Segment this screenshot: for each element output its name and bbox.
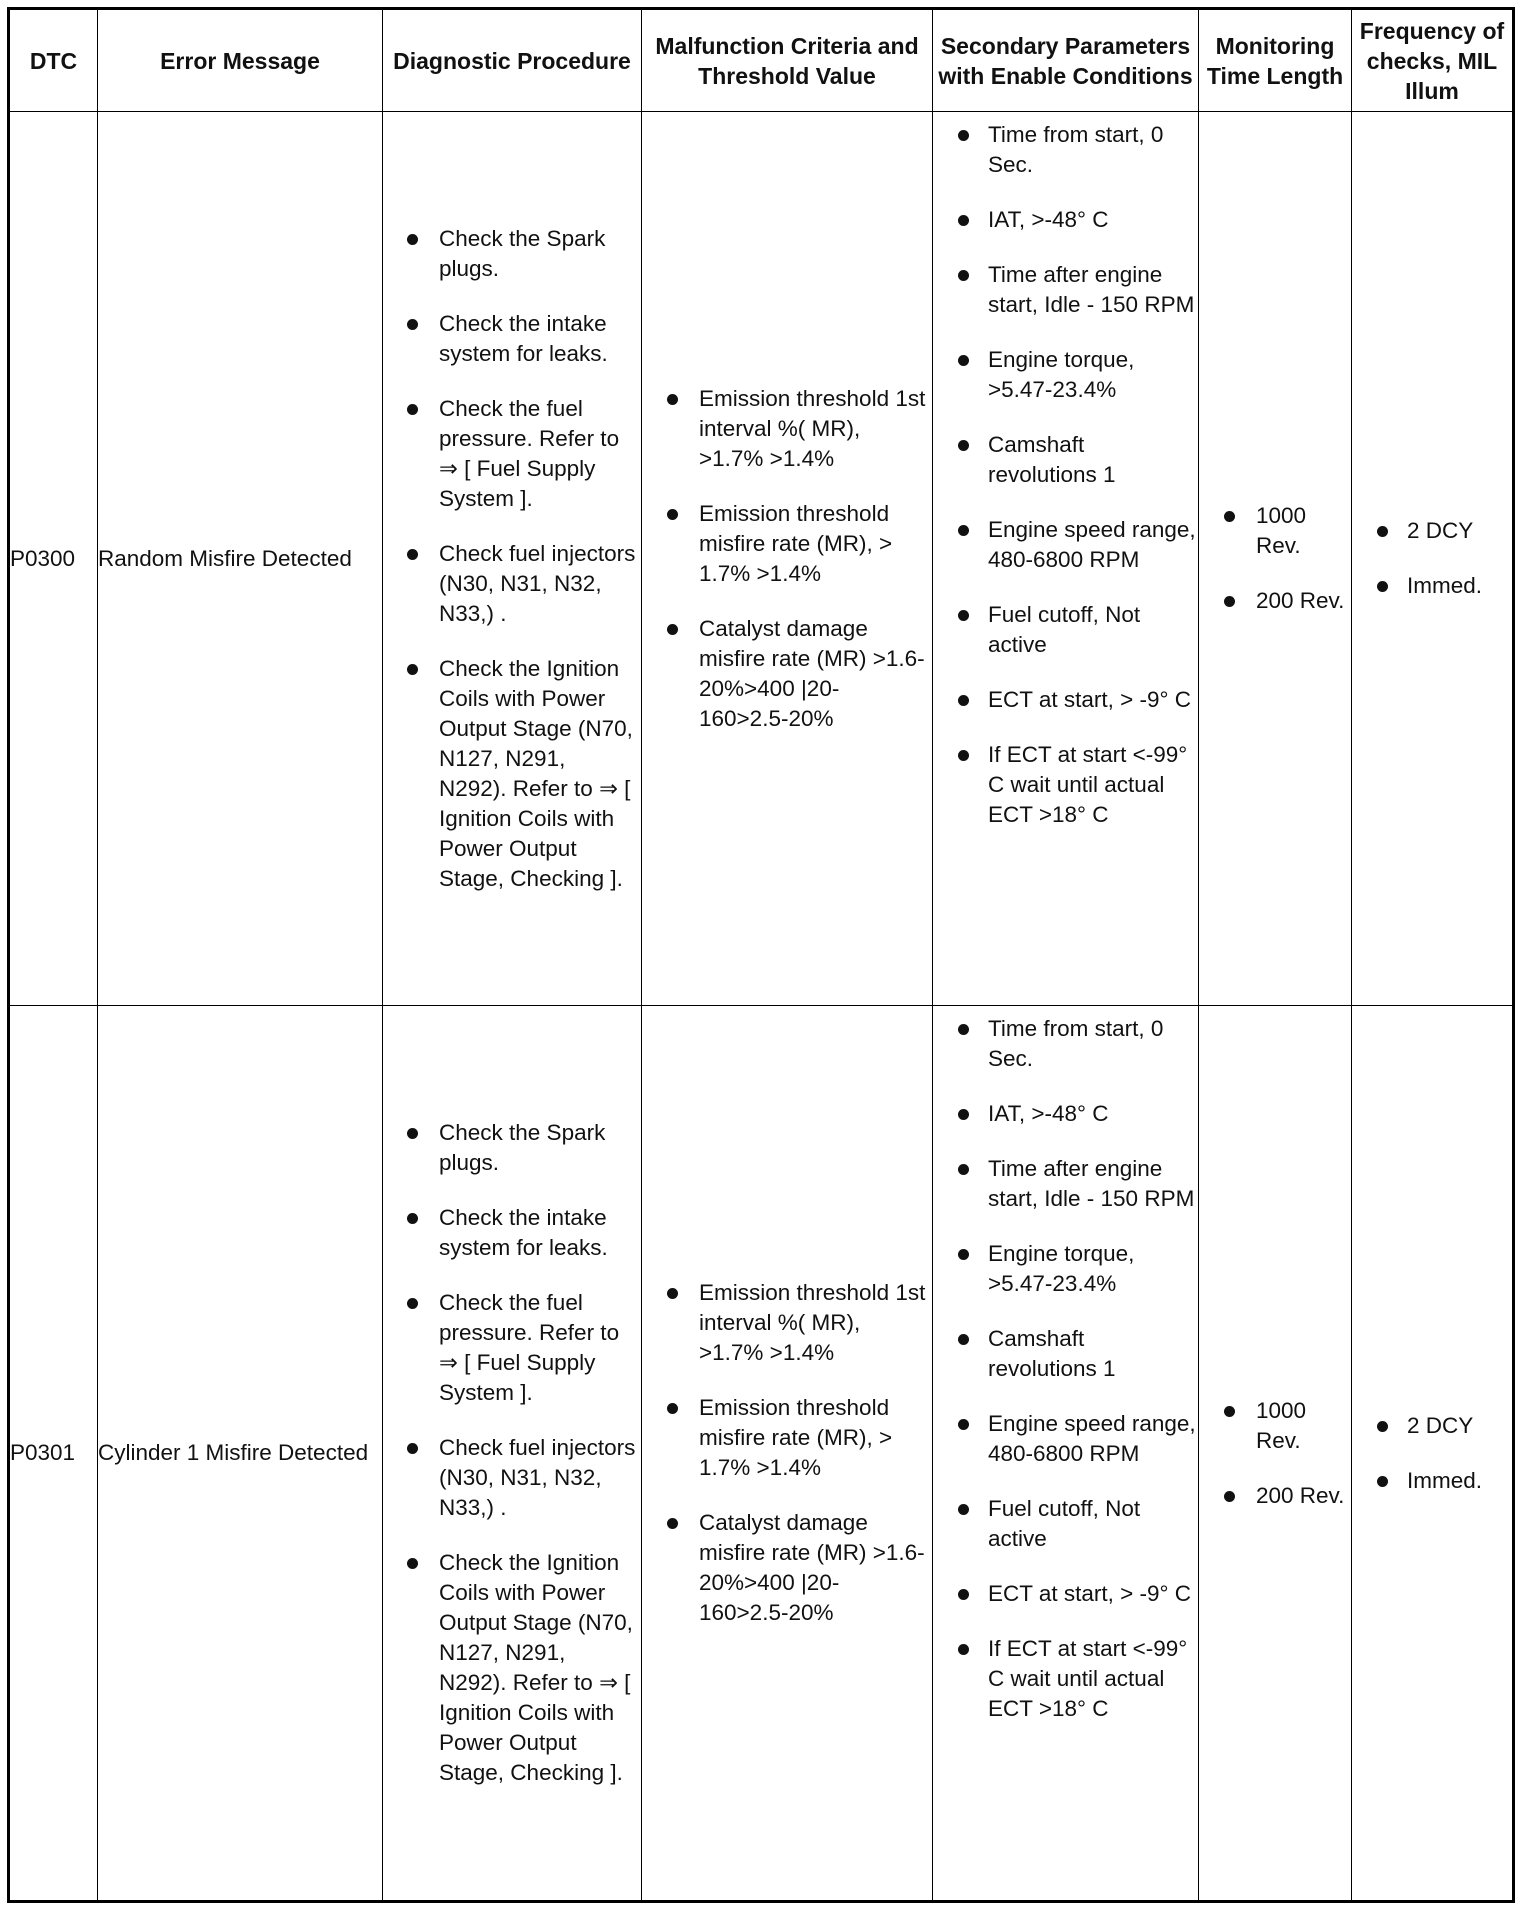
dtc-table — [7, 7, 1515, 1903]
secondary-item: Fuel cutoff, Not active — [933, 1494, 1198, 1554]
secondary-parameters-cell — [933, 112, 1199, 1006]
monitoring-time-cell — [1199, 1006, 1352, 1902]
dtc-code: P0300 — [9, 112, 98, 1006]
procedure-item: Check the fuel pressure. Refer to ⇒ [ Fuel Supply System ]. — [383, 1288, 641, 1408]
frequency-item: Immed. — [1352, 571, 1512, 601]
malfunction-item: Emission threshold 1st interval %( MR), >1.7% >1.4% — [642, 1278, 932, 1368]
frequency-cell — [1352, 1006, 1514, 1902]
frequency-item: Immed. — [1352, 1466, 1512, 1496]
secondary-item: Engine speed range, 480-6800 RPM — [933, 515, 1198, 575]
malfunction-item: Catalyst damage misfire rate (MR) >1.6-20%>400 |20-160>2.5-20% — [642, 614, 932, 734]
diagnostic-procedure-cell — [383, 112, 642, 1006]
secondary-item: If ECT at start <-99° C wait until actual ECT >18° C — [933, 1634, 1198, 1724]
table-row — [9, 1006, 1514, 1902]
procedure-item: Check the Ignition Coils with Power Output Stage (N70, N127, N291, N292). Refer to ⇒ [ Ignition Coils with Power Output Stage, Checking ]. — [383, 1548, 641, 1788]
procedure-item: Check fuel injectors (N30, N31, N32, N33,) . — [383, 539, 641, 629]
malfunction-item: Emission threshold misfire rate (MR), > 1.7% >1.4% — [642, 1393, 932, 1483]
procedure-item: Check fuel injectors (N30, N31, N32, N33,) . — [383, 1433, 641, 1523]
malfunction-item: Emission threshold misfire rate (MR), > 1.7% >1.4% — [642, 499, 932, 589]
header-error-message: Error Message — [98, 9, 383, 112]
procedure-item: Check the intake system for leaks. — [383, 309, 641, 369]
secondary-item: Camshaft revolutions 1 — [933, 1324, 1198, 1384]
secondary-item: If ECT at start <-99° C wait until actual ECT >18° C — [933, 740, 1198, 830]
table-row — [9, 112, 1514, 1006]
procedure-item: Check the Spark plugs. — [383, 224, 641, 284]
secondary-item: Time after engine start, Idle - 150 RPM — [933, 1154, 1198, 1214]
dtc-code: P0301 — [9, 1006, 98, 1902]
header-secondary-parameters: Secondary Parameters with Enable Conditions — [933, 9, 1199, 112]
monitoring-time-cell — [1199, 112, 1352, 1006]
monitoring-item: 200 Rev. — [1199, 1481, 1351, 1511]
frequency-item: 2 DCY — [1352, 516, 1512, 546]
monitoring-item: 1000 Rev. — [1199, 501, 1351, 561]
error-message: Random Misfire Detected — [98, 112, 383, 1006]
monitoring-item: 200 Rev. — [1199, 586, 1351, 616]
malfunction-item: Emission threshold 1st interval %( MR), >1.7% >1.4% — [642, 384, 932, 474]
procedure-item: Check the Spark plugs. — [383, 1118, 641, 1178]
secondary-item: Time from start, 0 Sec. — [933, 1014, 1198, 1074]
header-dtc: DTC — [9, 9, 98, 112]
diagnostic-procedure-cell — [383, 1006, 642, 1902]
header-frequency: Frequency of checks, MIL Illum — [1352, 9, 1514, 112]
header-diagnostic-procedure: Diagnostic Procedure — [383, 9, 642, 112]
secondary-item: Fuel cutoff, Not active — [933, 600, 1198, 660]
secondary-item: IAT, >-48° C — [933, 205, 1198, 235]
secondary-item: Camshaft revolutions 1 — [933, 430, 1198, 490]
header-malfunction-criteria: Malfunction Criteria and Threshold Value — [642, 9, 933, 112]
frequency-cell — [1352, 112, 1514, 1006]
secondary-item: ECT at start, > -9° C — [933, 1579, 1198, 1609]
secondary-item: Time from start, 0 Sec. — [933, 120, 1198, 180]
header-monitoring-time: Monitoring Time Length — [1199, 9, 1352, 112]
frequency-item: 2 DCY — [1352, 1411, 1512, 1441]
procedure-item: Check the intake system for leaks. — [383, 1203, 641, 1263]
secondary-item: IAT, >-48° C — [933, 1099, 1198, 1129]
secondary-parameters-cell — [933, 1006, 1199, 1902]
monitoring-item: 1000 Rev. — [1199, 1396, 1351, 1456]
procedure-item: Check the Ignition Coils with Power Output Stage (N70, N127, N291, N292). Refer to ⇒ [ Ignition Coils with Power Output Stage, Checking ]. — [383, 654, 641, 894]
malfunction-criteria-cell — [642, 1006, 933, 1902]
secondary-item: Engine torque, >5.47-23.4% — [933, 345, 1198, 405]
error-message: Cylinder 1 Misfire Detected — [98, 1006, 383, 1902]
malfunction-item: Catalyst damage misfire rate (MR) >1.6-20%>400 |20-160>2.5-20% — [642, 1508, 932, 1628]
procedure-item: Check the fuel pressure. Refer to ⇒ [ Fuel Supply System ]. — [383, 394, 641, 514]
secondary-item: Engine torque, >5.47-23.4% — [933, 1239, 1198, 1299]
header-row — [9, 9, 1514, 112]
secondary-item: Time after engine start, Idle - 150 RPM — [933, 260, 1198, 320]
secondary-item: Engine speed range, 480-6800 RPM — [933, 1409, 1198, 1469]
secondary-item: ECT at start, > -9° C — [933, 685, 1198, 715]
malfunction-criteria-cell — [642, 112, 933, 1006]
